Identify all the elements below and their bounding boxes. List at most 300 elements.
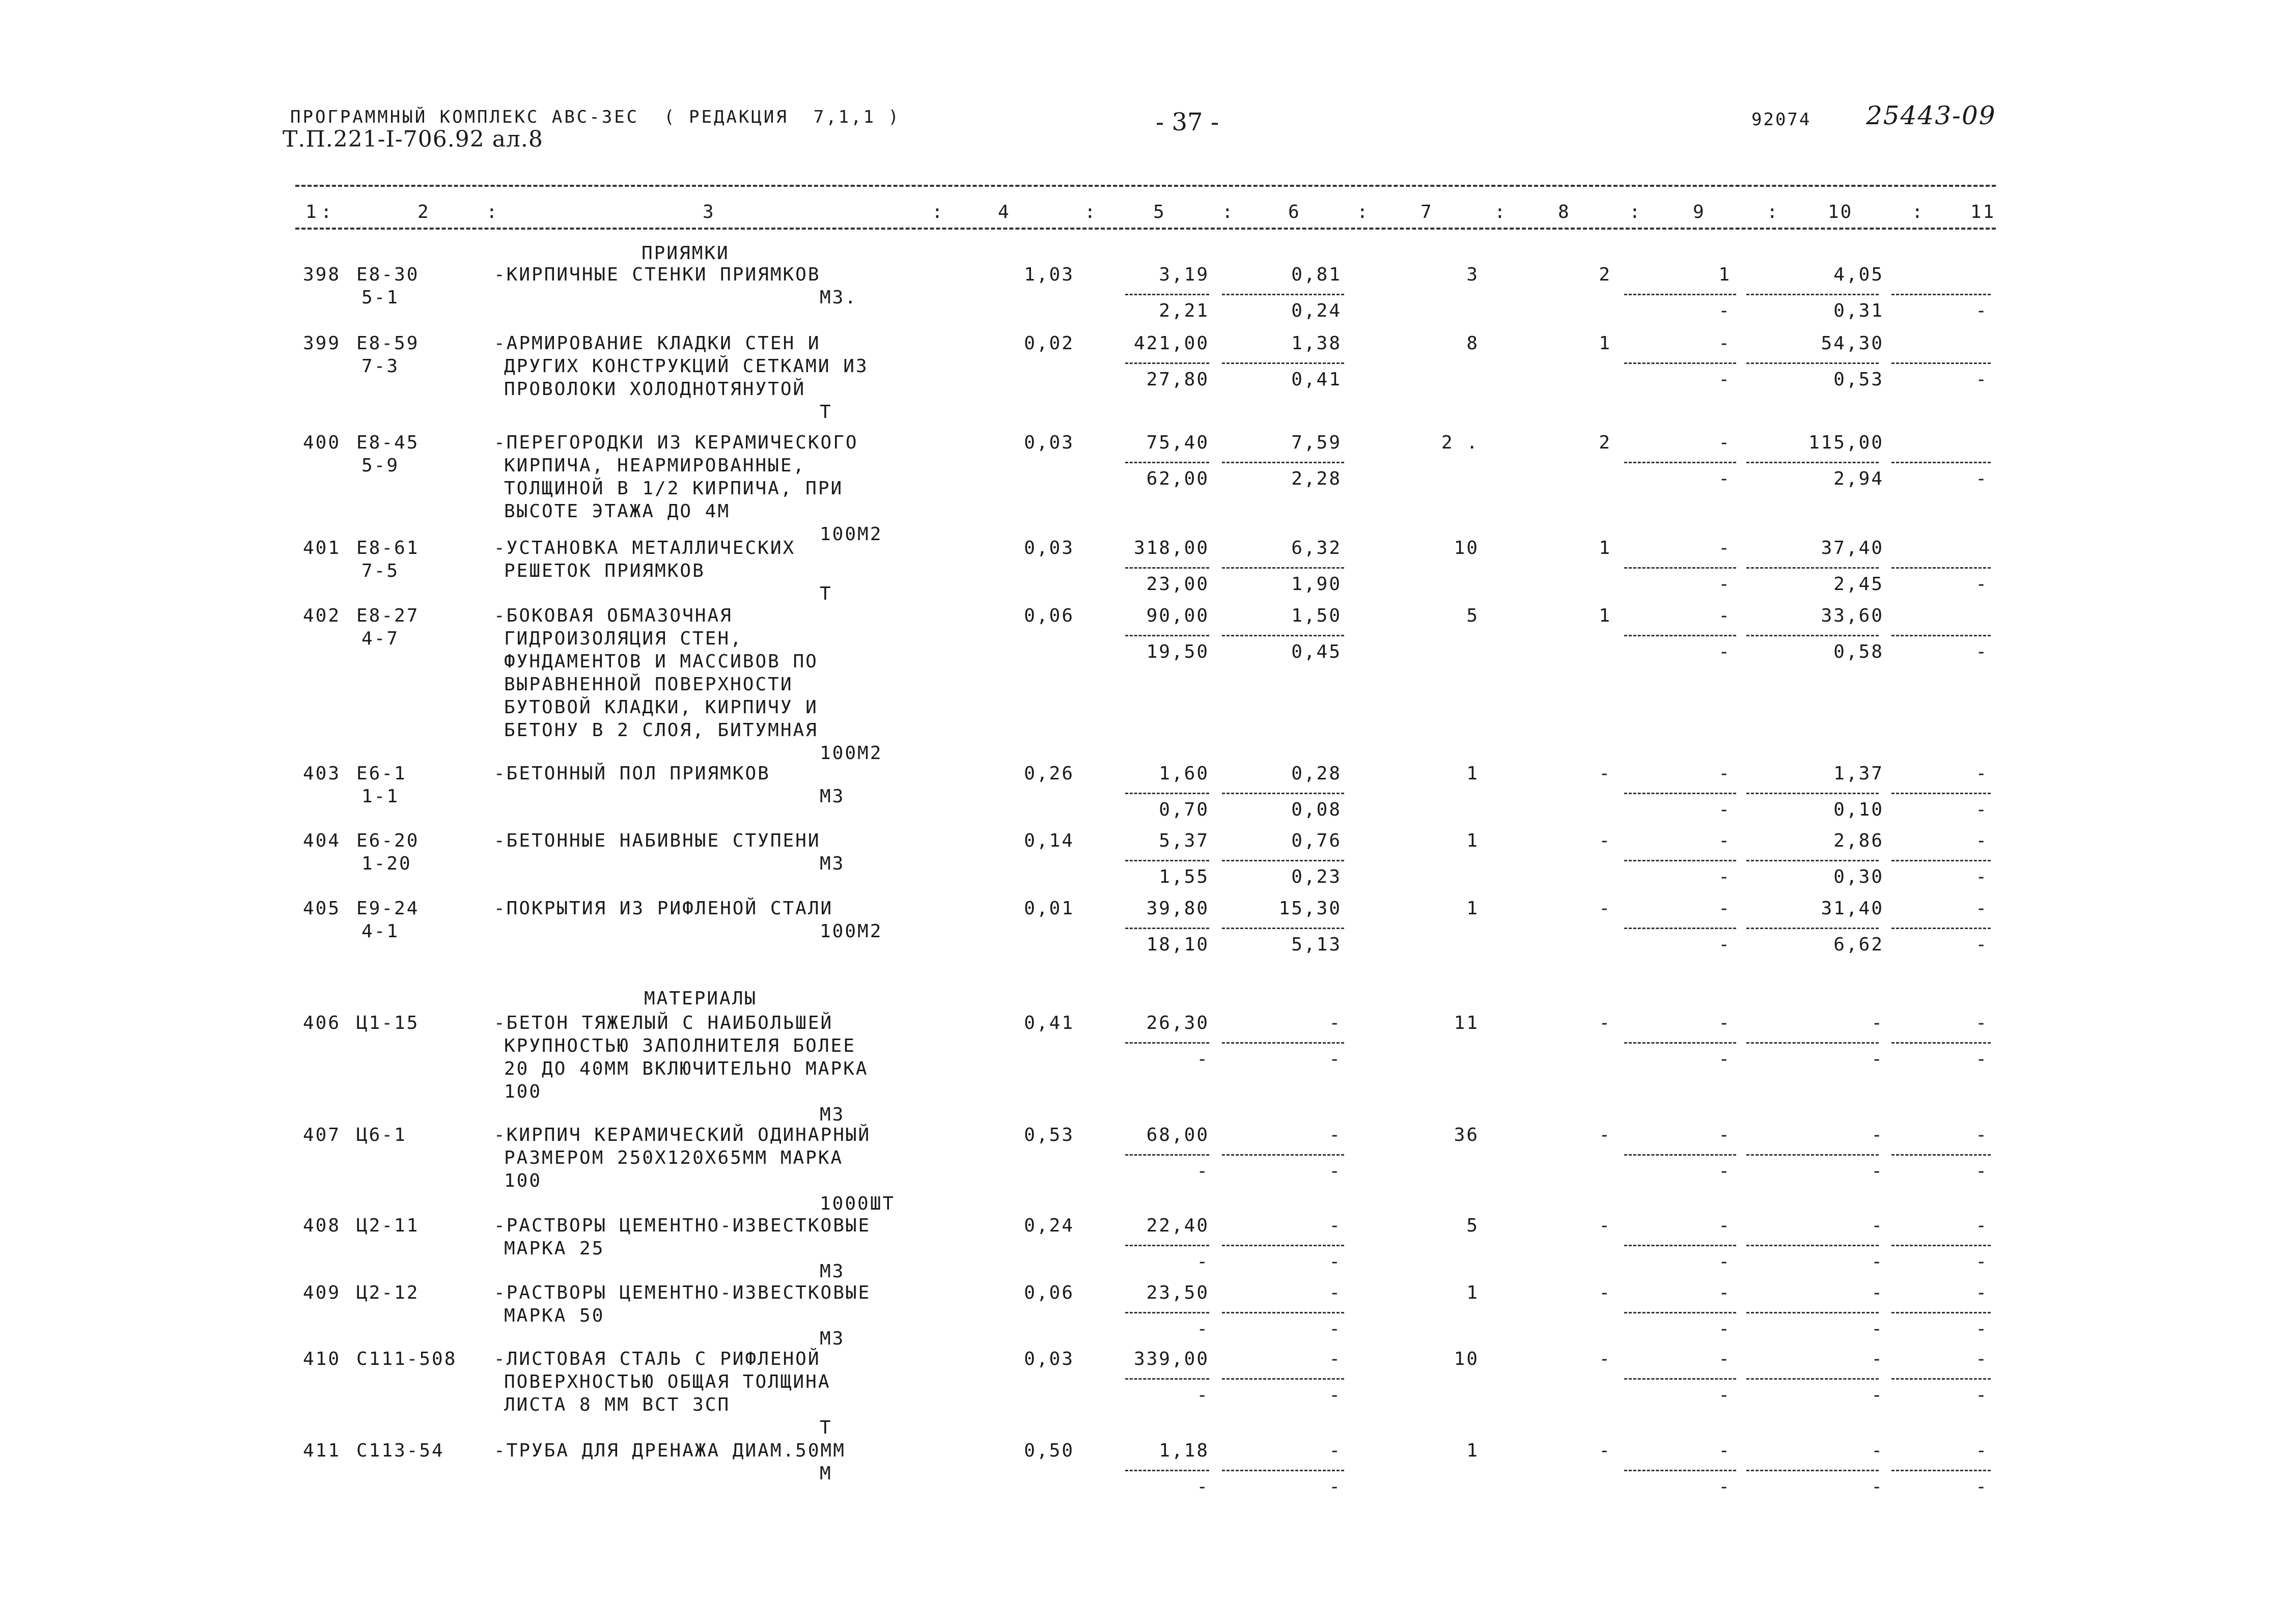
page-number: - 37 - <box>1156 108 1219 136</box>
cell-c4: 0,41 <box>1024 1013 1074 1033</box>
work-description-line: РАЗМЕРОМ 250Х120Х65ММ МАРКА <box>504 1147 844 1168</box>
cell-c6: 1,38 <box>1291 333 1342 354</box>
work-description-line: ТОЛЩИНОЙ В 1/2 КИРПИЧА, ПРИ <box>504 478 844 499</box>
row-number: 407 <box>303 1125 341 1145</box>
row-number: 410 <box>303 1349 341 1369</box>
subtotal-dash-line <box>1891 928 1991 929</box>
subtotal-dash-line <box>1746 1042 1879 1044</box>
cell-c11: - <box>1975 1282 1988 1303</box>
cell-c11: - <box>1975 1013 1988 1033</box>
cell-c8: - <box>1599 1125 1611 1145</box>
cell-c11b: - <box>1975 468 1988 489</box>
norm-code: С113-54 <box>356 1440 444 1461</box>
norm-code: Е8-45 <box>356 432 420 453</box>
norm-subcode: 5-1 <box>361 287 400 308</box>
cell-c8: - <box>1599 763 1611 784</box>
norm-code: Е6-1 <box>356 763 407 784</box>
subtotal-dash-line <box>1222 1470 1344 1471</box>
cell-c10b: - <box>1871 1049 1884 1070</box>
cell-c8: 1 <box>1599 538 1611 558</box>
work-description-line: ПОВЕРХНОСТЬЮ ОБЩАЯ ТОЛЩИНА <box>504 1371 831 1392</box>
cell-c8: - <box>1599 1440 1611 1461</box>
subtotal-dash-line <box>1891 1154 1991 1156</box>
cell-c10b: 0,10 <box>1833 799 1884 820</box>
norm-code: Е8-59 <box>356 333 420 354</box>
column-header: 3 <box>703 202 715 222</box>
cell-c5: 90,00 <box>1146 605 1209 626</box>
cell-c4: 1,03 <box>1024 264 1074 285</box>
cell-c11b: - <box>1975 934 1988 955</box>
cell-c10: - <box>1871 1440 1884 1461</box>
work-description-line: ЛИСТА 8 ММ ВСТ 3СП <box>504 1394 731 1415</box>
cell-c5b: 19,50 <box>1146 641 1209 662</box>
program-header: ПРОГРАММНЫЙ КОМПЛЕКС АВС-ЗЕС ( РЕДАКЦИЯ 7,1,1 ) <box>290 107 901 127</box>
cell-c7: 2 . <box>1441 432 1479 453</box>
column-separator: : <box>486 202 499 222</box>
work-description-line: -КИРПИЧ КЕРАМИЧЕСКИЙ ОДИНАРНЫЙ <box>494 1125 871 1145</box>
unit-of-measure: М3. <box>820 287 858 308</box>
cell-c11b: - <box>1975 1385 1988 1406</box>
subtotal-dash-line <box>1746 1154 1879 1156</box>
norm-subcode: 4-1 <box>361 921 400 942</box>
cell-c9: - <box>1718 898 1731 919</box>
cell-c5b: 2,21 <box>1159 300 1209 321</box>
cell-c5: 23,50 <box>1146 1282 1209 1303</box>
cell-c6: 7,59 <box>1291 432 1342 453</box>
cell-c6b: - <box>1329 1319 1342 1339</box>
cell-c11b: - <box>1975 1049 1988 1070</box>
unit-of-measure: М <box>820 1463 832 1484</box>
subtotal-dash-line <box>1746 793 1879 794</box>
cell-c10: - <box>1871 1013 1884 1033</box>
column-header: 7 <box>1420 202 1433 222</box>
subtotal-dash-line <box>1624 793 1736 794</box>
subtotal-dash-line <box>1222 462 1344 463</box>
work-description-line: -РАСТВОРЫ ЦЕМЕНТНО-ИЗВЕСТКОВЫЕ <box>494 1282 871 1303</box>
cell-c5b: - <box>1196 1161 1209 1182</box>
cell-c7: 10 <box>1454 1349 1479 1369</box>
cell-c9: - <box>1718 333 1731 354</box>
cell-c4: 0,01 <box>1024 898 1074 919</box>
cell-c5: 421,00 <box>1133 333 1209 354</box>
subtotal-dash-line <box>1624 362 1736 364</box>
cell-c10b: 2,94 <box>1833 468 1884 489</box>
subtotal-dash-line <box>1891 635 1991 636</box>
subtotal-dash-line <box>1746 1378 1879 1380</box>
cell-c4: 0,02 <box>1024 333 1074 354</box>
cell-c5b: - <box>1196 1049 1209 1070</box>
work-description-line: -АРМИРОВАНИЕ КЛАДКИ СТЕН И <box>494 333 821 354</box>
subtotal-dash-line <box>1746 294 1879 295</box>
work-description-line: ВЫРАВНЕННОЙ ПОВЕРХНОСТИ <box>504 674 793 695</box>
subtotal-dash-line <box>1891 1042 1991 1044</box>
cell-c11: - <box>1975 1440 1988 1461</box>
cell-c9b: - <box>1718 1319 1731 1339</box>
cell-c7: 5 <box>1466 605 1479 626</box>
row-number: 403 <box>303 763 341 784</box>
cell-c7: 36 <box>1454 1125 1479 1145</box>
subtotal-dash-line <box>1125 1042 1209 1044</box>
cell-c5: 339,00 <box>1133 1349 1209 1369</box>
subtotal-dash-line <box>1222 1378 1344 1380</box>
cell-c9b: - <box>1718 1385 1731 1406</box>
cell-c10b: 6,62 <box>1833 934 1884 955</box>
unit-of-measure: М3 <box>820 853 845 874</box>
cell-c8: 2 <box>1599 432 1611 453</box>
cell-c9: - <box>1718 1215 1731 1236</box>
work-description-line: 20 ДО 40ММ ВКЛЮЧИТЕЛЬНО МАРКА <box>504 1058 869 1079</box>
unit-of-measure: М3 <box>820 1328 845 1349</box>
cell-c8: 1 <box>1599 605 1611 626</box>
work-description-line: -БОКОВАЯ ОБМАЗОЧНАЯ <box>494 605 733 626</box>
work-description-line: -ПОКРЫТИЯ ИЗ РИФЛЕНОЙ СТАЛИ <box>494 898 833 919</box>
subtotal-dash-line <box>1624 462 1736 463</box>
unit-of-measure: Т <box>820 402 832 423</box>
cell-c7: 11 <box>1454 1013 1479 1033</box>
cell-c6: 0,81 <box>1291 264 1342 285</box>
cell-c10: - <box>1871 1349 1884 1369</box>
cell-c8: - <box>1599 1282 1611 1303</box>
cell-c5: 3,19 <box>1159 264 1209 285</box>
cell-c7: 1 <box>1466 830 1479 851</box>
column-header: 10 <box>1828 202 1853 222</box>
cell-c11b: - <box>1975 300 1988 321</box>
cell-c4: 0,53 <box>1024 1125 1074 1145</box>
subtotal-dash-line <box>1746 1312 1879 1313</box>
work-description-line: ДРУГИХ КОНСТРУКЦИЙ СЕТКАМИ ИЗ <box>504 356 869 377</box>
cell-c5: 39,80 <box>1146 898 1209 919</box>
cell-c11b: - <box>1975 1161 1988 1182</box>
subtotal-dash-line <box>1222 567 1344 569</box>
cell-c6b: - <box>1329 1161 1342 1182</box>
cell-c6b: 1,90 <box>1291 574 1342 595</box>
cell-c4: 0,03 <box>1024 538 1074 558</box>
cell-c4: 0,03 <box>1024 1349 1074 1369</box>
subtotal-dash-line <box>1222 362 1344 364</box>
subtotal-dash-line <box>1624 635 1736 636</box>
column-separator: : <box>1222 202 1235 222</box>
unit-of-measure: М3 <box>820 1261 845 1282</box>
subtotal-dash-line <box>1125 793 1209 794</box>
cell-c10: 4,05 <box>1833 264 1884 285</box>
cell-c4: 0,50 <box>1024 1440 1074 1461</box>
cell-c10b: - <box>1871 1385 1884 1406</box>
subtotal-dash-line <box>1624 1154 1736 1156</box>
cell-c9: - <box>1718 1440 1731 1461</box>
cell-c8: 1 <box>1599 333 1611 354</box>
cell-c9b: - <box>1718 300 1731 321</box>
work-description-line: -КИРПИЧНЫЕ СТЕНКИ ПРИЯМКОВ <box>494 264 821 285</box>
norm-code: Е8-30 <box>356 264 420 285</box>
cell-c6: - <box>1329 1440 1342 1461</box>
work-description-line: -РАСТВОРЫ ЦЕМЕНТНО-ИЗВЕСТКОВЫЕ <box>494 1215 871 1236</box>
subtotal-dash-line <box>1222 1312 1344 1313</box>
work-description-line: МАРКА 25 <box>504 1238 605 1259</box>
subtotal-dash-line <box>1891 1312 1991 1313</box>
cell-c8: - <box>1599 1013 1611 1033</box>
table-top-rule <box>295 185 1996 187</box>
subtotal-dash-line <box>1746 567 1879 569</box>
cell-c9: - <box>1718 763 1731 784</box>
cell-c9: - <box>1718 1349 1731 1369</box>
cell-c10b: - <box>1871 1161 1884 1182</box>
column-header: 5 <box>1153 202 1166 222</box>
column-header: 8 <box>1558 202 1571 222</box>
cell-c6b: 0,45 <box>1291 641 1342 662</box>
work-description-line: 100 <box>504 1081 542 1102</box>
work-description-line: ВЫСОТЕ ЭТАЖА ДО 4М <box>504 501 731 522</box>
cell-c11b: - <box>1975 369 1988 390</box>
cell-c7: 10 <box>1454 538 1479 558</box>
work-description-line: -УСТАНОВКА МЕТАЛЛИЧЕСКИХ <box>494 538 796 558</box>
subtotal-dash-line <box>1222 294 1344 295</box>
subtotal-dash-line <box>1891 793 1991 794</box>
work-description-line: БЕТОНУ В 2 СЛОЯ, БИТУМНАЯ <box>504 720 818 741</box>
work-description-line: -ЛИСТОВАЯ СТАЛЬ С РИФЛЕНОЙ <box>494 1349 821 1369</box>
cell-c9: - <box>1718 432 1731 453</box>
cell-c11b: - <box>1975 799 1988 820</box>
unit-of-measure: 100М2 <box>820 921 883 942</box>
column-separator: : <box>1629 202 1642 222</box>
subtotal-dash-line <box>1624 860 1736 861</box>
subtotal-dash-line <box>1125 462 1209 463</box>
cell-c6b: 0,23 <box>1291 866 1342 887</box>
unit-of-measure: Т <box>820 1417 832 1438</box>
cell-c5: 26,30 <box>1146 1013 1209 1033</box>
subtotal-dash-line <box>1125 635 1209 636</box>
cell-c11b: - <box>1975 866 1988 887</box>
work-description-line: БУТОВОЙ КЛАДКИ, КИРПИЧУ И <box>504 697 818 718</box>
unit-of-measure: 100М2 <box>820 743 883 764</box>
cell-c5b: 23,00 <box>1146 574 1209 595</box>
norm-code: Е9-24 <box>356 898 420 919</box>
cell-c10b: - <box>1871 1476 1884 1497</box>
cell-c9b: - <box>1718 641 1731 662</box>
cell-c9b: - <box>1718 1161 1731 1182</box>
cell-c5: 1,60 <box>1159 763 1209 784</box>
subtotal-dash-line <box>1125 1378 1209 1380</box>
cell-c9b: - <box>1718 1049 1731 1070</box>
cell-c9: - <box>1718 1125 1731 1145</box>
cell-c9: - <box>1718 1013 1731 1033</box>
cell-c9b: - <box>1718 1476 1731 1497</box>
cell-c10b: - <box>1871 1319 1884 1339</box>
cell-c10b: 0,58 <box>1833 641 1884 662</box>
subtotal-dash-line <box>1891 567 1991 569</box>
cell-c5b: - <box>1196 1319 1209 1339</box>
unit-of-measure: М3 <box>820 1104 845 1125</box>
cell-c6: - <box>1329 1215 1342 1236</box>
subtotal-dash-line <box>1746 635 1879 636</box>
subtotal-dash-line <box>1624 1378 1736 1380</box>
norm-code: Е8-61 <box>356 538 420 558</box>
cell-c10b: 0,30 <box>1833 866 1884 887</box>
subtotal-dash-line <box>1891 860 1991 861</box>
cell-c11: - <box>1975 898 1988 919</box>
subtotal-dash-line <box>1746 462 1879 463</box>
subtotal-dash-line <box>1624 1245 1736 1246</box>
cell-c6b: 2,28 <box>1291 468 1342 489</box>
cell-c4: 0,24 <box>1024 1215 1074 1236</box>
column-header: 11 <box>1970 202 1996 222</box>
cell-c10: 37,40 <box>1821 538 1884 558</box>
subtotal-dash-line <box>1891 462 1991 463</box>
row-number: 401 <box>303 538 341 558</box>
row-number: 400 <box>303 432 341 453</box>
cell-c10: - <box>1871 1282 1884 1303</box>
norm-code: С111-508 <box>356 1349 457 1369</box>
cell-c10: 115,00 <box>1808 432 1884 453</box>
subtotal-dash-line <box>1746 928 1879 929</box>
cell-c9: 1 <box>1718 264 1731 285</box>
work-description-line: ГИДРОИЗОЛЯЦИЯ СТЕН, <box>504 628 743 649</box>
subtotal-dash-line <box>1222 928 1344 929</box>
cell-c11b: - <box>1975 1319 1988 1339</box>
cell-c8: - <box>1599 1215 1611 1236</box>
norm-subcode: 5-9 <box>361 455 400 476</box>
cell-c4: 0,06 <box>1024 605 1074 626</box>
unit-of-measure: 100М2 <box>820 524 883 545</box>
cell-c5b: - <box>1196 1476 1209 1497</box>
cell-c5: 68,00 <box>1146 1125 1209 1145</box>
cell-c9b: - <box>1718 866 1731 887</box>
work-description-line: МАРКА 50 <box>504 1305 605 1326</box>
cell-c6b: 0,24 <box>1291 300 1342 321</box>
cell-c10: 31,40 <box>1821 898 1884 919</box>
cell-c7: 1 <box>1466 1440 1479 1461</box>
cell-c9b: - <box>1718 574 1731 595</box>
cell-c4: 0,26 <box>1024 763 1074 784</box>
cell-c8: - <box>1599 898 1611 919</box>
column-separator: : <box>932 202 944 222</box>
row-number: 409 <box>303 1282 341 1303</box>
norm-code: Ц6-1 <box>356 1125 407 1145</box>
cell-c6: - <box>1329 1349 1342 1369</box>
row-number: 411 <box>303 1440 341 1461</box>
cell-c8: - <box>1599 830 1611 851</box>
subtotal-dash-line <box>1125 362 1209 364</box>
work-description-line: ФУНДАМЕНТОВ И МАССИВОВ ПО <box>504 651 818 672</box>
cell-c6: 0,76 <box>1291 830 1342 851</box>
cell-c10: 1,37 <box>1833 763 1884 784</box>
norm-code: Ц2-11 <box>356 1215 420 1236</box>
subtotal-dash-line <box>1222 1154 1344 1156</box>
norm-subcode: 7-5 <box>361 561 400 581</box>
cell-c9: - <box>1718 1282 1731 1303</box>
work-description-line: -ПЕРЕГОРОДКИ ИЗ КЕРАМИЧЕСКОГО <box>494 432 858 453</box>
cell-c10b: - <box>1871 1251 1884 1272</box>
cell-c11: - <box>1975 1349 1988 1369</box>
cell-c6: 15,30 <box>1278 898 1342 919</box>
subtotal-dash-line <box>1125 1154 1209 1156</box>
norm-subcode: 7-3 <box>361 356 400 377</box>
cell-c9: - <box>1718 605 1731 626</box>
subtotal-dash-line <box>1891 294 1991 295</box>
subtotal-dash-line <box>1746 860 1879 861</box>
subtotal-dash-line <box>1125 860 1209 861</box>
subtotal-dash-line <box>1125 1312 1209 1313</box>
cell-c5b: 0,70 <box>1159 799 1209 820</box>
column-header: 9 <box>1693 202 1706 222</box>
norm-code: Ц1-15 <box>356 1013 420 1033</box>
cell-c11b: - <box>1975 641 1988 662</box>
column-header: 6 <box>1288 202 1301 222</box>
column-header: 2 <box>417 202 430 222</box>
cell-c6b: 0,41 <box>1291 369 1342 390</box>
cell-c7: 3 <box>1466 264 1479 285</box>
column-separator: : <box>1084 202 1097 222</box>
cell-c6b: 5,13 <box>1291 934 1342 955</box>
cell-c4: 0,06 <box>1024 1282 1074 1303</box>
subtotal-dash-line <box>1624 294 1736 295</box>
subtotal-dash-line <box>1746 1470 1879 1471</box>
section-heading-materialy: МАТЕРИАЛЫ <box>644 988 758 1009</box>
cell-c9b: - <box>1718 934 1731 955</box>
subtotal-dash-line <box>1222 1042 1344 1044</box>
column-header: 4 <box>998 202 1011 222</box>
subtotal-dash-line <box>1125 294 1209 295</box>
subtotal-dash-line <box>1624 1312 1736 1313</box>
cell-c5b: 1,55 <box>1159 866 1209 887</box>
unit-of-measure: 1000ШТ <box>820 1193 896 1214</box>
cell-c5: 1,18 <box>1159 1440 1209 1461</box>
cell-c10b: 0,53 <box>1833 369 1884 390</box>
subtotal-dash-line <box>1624 1042 1736 1044</box>
cell-c11: - <box>1975 830 1988 851</box>
cell-c11: - <box>1975 1215 1988 1236</box>
work-description-line: КИРПИЧА, НЕАРМИРОВАННЫЕ, <box>504 455 806 476</box>
cell-c10: - <box>1871 1125 1884 1145</box>
norm-subcode: 1-1 <box>361 786 400 807</box>
subtotal-dash-line <box>1624 567 1736 569</box>
subtotal-dash-line <box>1746 362 1879 364</box>
cell-c6: 6,32 <box>1291 538 1342 558</box>
subtotal-dash-line <box>1125 567 1209 569</box>
column-header: 1 <box>305 202 318 222</box>
cell-c5: 318,00 <box>1133 538 1209 558</box>
cell-c6: 1,50 <box>1291 605 1342 626</box>
unit-of-measure: Т <box>820 583 832 604</box>
work-description-line: ПРОВОЛОКИ ХОЛОДНОТЯНУТОЙ <box>504 379 806 400</box>
cell-c7: 8 <box>1466 333 1479 354</box>
cell-c4: 0,03 <box>1024 432 1074 453</box>
cell-c11b: - <box>1975 1476 1988 1497</box>
cell-c9: - <box>1718 830 1731 851</box>
cell-c6: 0,28 <box>1291 763 1342 784</box>
subtotal-dash-line <box>1222 793 1344 794</box>
cell-c8: - <box>1599 1349 1611 1369</box>
norm-code: Е6-20 <box>356 830 420 851</box>
work-description-line: -ТРУБА ДЛЯ ДРЕНАЖА ДИАМ.50ММ <box>494 1440 846 1461</box>
work-description-line: 100 <box>504 1170 542 1191</box>
norm-code: Е8-27 <box>356 605 420 626</box>
subtotal-dash-line <box>1222 1245 1344 1246</box>
subtotal-dash-line <box>1125 928 1209 929</box>
row-number: 402 <box>303 605 341 626</box>
cell-c7: 5 <box>1466 1215 1479 1236</box>
sheet-code: 92074 <box>1751 109 1812 130</box>
column-separator: : <box>1767 202 1779 222</box>
subtotal-dash-line <box>1891 362 1991 364</box>
cell-c9b: - <box>1718 1251 1731 1272</box>
cell-c6b: - <box>1329 1251 1342 1272</box>
cell-c6b: - <box>1329 1476 1342 1497</box>
cell-c5b: - <box>1196 1251 1209 1272</box>
cell-c9: - <box>1718 538 1731 558</box>
doc-reference: Т.П.221-I-706.92 ал.8 <box>283 126 543 152</box>
cell-c6b: 0,08 <box>1291 799 1342 820</box>
work-description-line: -БЕТОННЫЙ ПОЛ ПРИЯМКОВ <box>494 763 770 784</box>
